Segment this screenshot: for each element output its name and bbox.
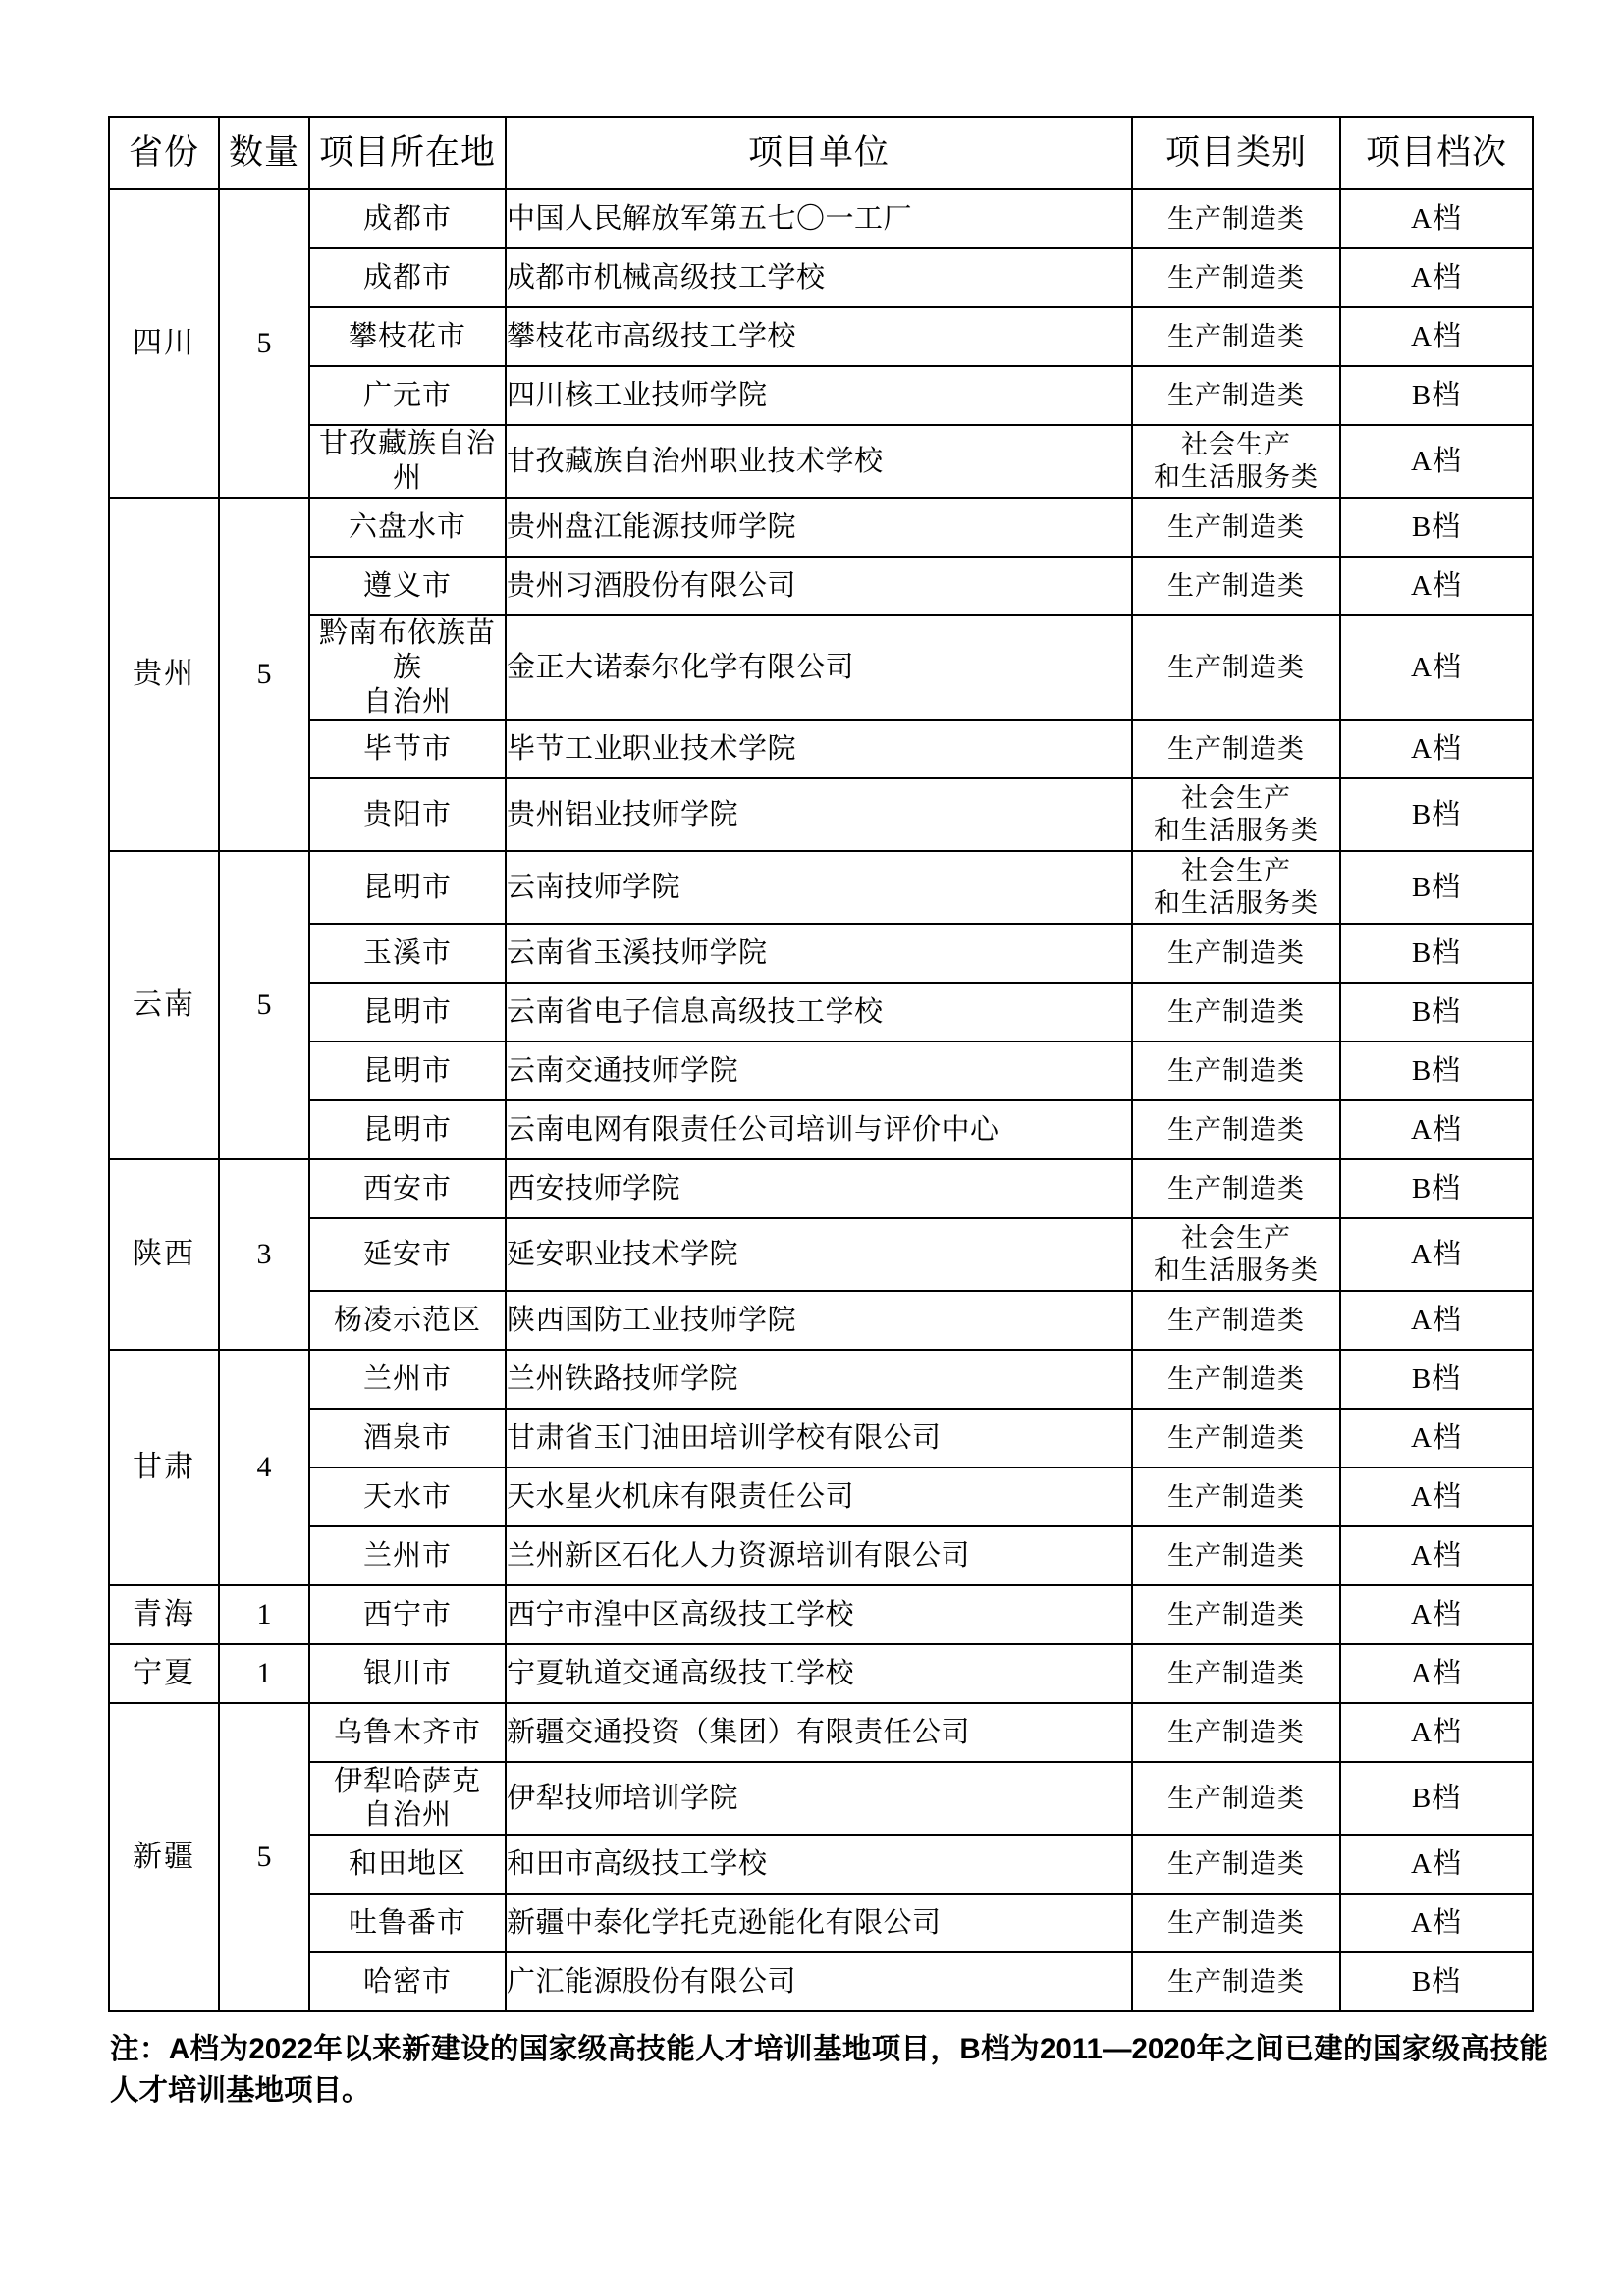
cell-grade: A档	[1340, 1644, 1533, 1703]
table-row	[109, 851, 1533, 924]
table-row	[109, 498, 1533, 557]
cell-unit: 攀枝花市高级技工学校	[506, 307, 1132, 366]
cell-province: 宁夏	[109, 1644, 219, 1703]
table-row	[109, 778, 1533, 851]
cell-category-line1: 社会生产	[1181, 856, 1291, 886]
cell-location: 西宁市	[309, 1585, 506, 1644]
cell-location	[309, 1762, 506, 1835]
table-row	[109, 1291, 1533, 1350]
cell-unit: 云南电网有限责任公司培训与评价中心	[506, 1100, 1132, 1159]
cell-grade: A档	[1340, 615, 1533, 720]
table-header-row	[109, 117, 1533, 189]
column-header-unit: 项目单位	[506, 117, 1132, 189]
cell-category: 生产制造类	[1132, 557, 1340, 615]
cell-category: 生产制造类	[1132, 924, 1340, 983]
cell-grade: B档	[1340, 1159, 1533, 1218]
cell-location: 广元市	[309, 366, 506, 425]
cell-unit: 贵州习酒股份有限公司	[506, 557, 1132, 615]
table-row	[109, 1041, 1533, 1100]
cell-province: 新疆	[109, 1703, 219, 2011]
cell-grade: A档	[1340, 189, 1533, 248]
table-row	[109, 366, 1533, 425]
cell-category: 生产制造类	[1132, 307, 1340, 366]
table-row	[109, 1894, 1533, 1952]
table-row	[109, 1409, 1533, 1468]
cell-grade: B档	[1340, 924, 1533, 983]
cell-location-line1: 伊犁哈萨克	[333, 1765, 481, 1797]
cell-category-line1: 社会生产	[1181, 783, 1291, 814]
cell-location: 贵阳市	[309, 778, 506, 851]
cell-location: 杨凌示范区	[309, 1291, 506, 1350]
cell-grade: A档	[1340, 1703, 1533, 1762]
cell-province: 甘肃	[109, 1350, 219, 1585]
cell-location: 成都市	[309, 189, 506, 248]
column-header-category: 项目类别	[1132, 117, 1340, 189]
cell-location: 兰州市	[309, 1526, 506, 1585]
cell-category: 生产制造类	[1132, 1703, 1340, 1762]
cell-grade: A档	[1340, 1835, 1533, 1894]
cell-category: 生产制造类	[1132, 1409, 1340, 1468]
cell-category: 生产制造类	[1132, 1762, 1340, 1835]
table-row	[109, 1100, 1533, 1159]
cell-count: 5	[219, 189, 309, 498]
cell-grade: A档	[1340, 425, 1533, 498]
cell-unit: 伊犁技师培训学院	[506, 1762, 1132, 1835]
table-row	[109, 924, 1533, 983]
cell-count: 3	[219, 1159, 309, 1350]
cell-category-line1: 社会生产	[1181, 1223, 1291, 1254]
cell-category: 生产制造类	[1132, 1291, 1340, 1350]
cell-unit: 甘孜藏族自治州职业技术学校	[506, 425, 1132, 498]
cell-grade: A档	[1340, 557, 1533, 615]
cell-category: 生产制造类	[1132, 1835, 1340, 1894]
cell-category: 生产制造类	[1132, 366, 1340, 425]
cell-category: 生产制造类	[1132, 498, 1340, 557]
cell-category	[1132, 1218, 1340, 1291]
cell-unit: 云南交通技师学院	[506, 1041, 1132, 1100]
cell-category-line2: 和生活服务类	[1154, 1255, 1319, 1286]
cell-count: 1	[219, 1585, 309, 1644]
column-header-province: 省份	[109, 117, 219, 189]
cell-unit: 云南省玉溪技师学院	[506, 924, 1132, 983]
cell-unit: 甘肃省玉门油田培训学校有限公司	[506, 1409, 1132, 1468]
cell-grade: B档	[1340, 778, 1533, 851]
cell-grade: A档	[1340, 307, 1533, 366]
cell-category-line2: 和生活服务类	[1154, 462, 1319, 492]
cell-grade: B档	[1340, 1350, 1533, 1409]
cell-location: 昆明市	[309, 1100, 506, 1159]
cell-category-line1: 社会生产	[1181, 430, 1291, 460]
cell-location: 遵义市	[309, 557, 506, 615]
cell-location: 玉溪市	[309, 924, 506, 983]
table-row	[109, 1350, 1533, 1409]
cell-location: 兰州市	[309, 1350, 506, 1409]
cell-grade: B档	[1340, 1952, 1533, 2011]
cell-category: 生产制造类	[1132, 1526, 1340, 1585]
cell-grade: A档	[1340, 248, 1533, 307]
table-row	[109, 983, 1533, 1041]
footnote: 注：A档为2022年以来新建设的国家级高技能人才培训基地项目，B档为2011—2020年之间已建的国家级高技能人才培训基地项目。	[110, 2033, 1548, 2108]
cell-unit: 贵州盘江能源技师学院	[506, 498, 1132, 557]
cell-province: 贵州	[109, 498, 219, 851]
cell-location: 天水市	[309, 1468, 506, 1526]
cell-grade: A档	[1340, 1291, 1533, 1350]
cell-grade: B档	[1340, 1041, 1533, 1100]
cell-grade: A档	[1340, 1468, 1533, 1526]
cell-grade: A档	[1340, 1526, 1533, 1585]
cell-unit: 新疆中泰化学托克逊能化有限公司	[506, 1894, 1132, 1952]
cell-count: 4	[219, 1350, 309, 1585]
cell-location: 昆明市	[309, 851, 506, 924]
cell-count: 5	[219, 1703, 309, 2011]
cell-unit: 中国人民解放军第五七〇一工厂	[506, 189, 1132, 248]
table-body	[109, 189, 1533, 2011]
cell-grade: A档	[1340, 1100, 1533, 1159]
cell-count: 5	[219, 851, 309, 1159]
cell-unit: 贵州铝业技师学院	[506, 778, 1132, 851]
table-row	[109, 557, 1533, 615]
cell-location: 和田地区	[309, 1835, 506, 1894]
cell-category: 生产制造类	[1132, 1894, 1340, 1952]
cell-grade: B档	[1340, 851, 1533, 924]
table-row	[109, 1952, 1533, 2011]
cell-unit: 天水星火机床有限责任公司	[506, 1468, 1132, 1526]
cell-category	[1132, 851, 1340, 924]
cell-province: 青海	[109, 1585, 219, 1644]
cell-unit: 宁夏轨道交通高级技工学校	[506, 1644, 1132, 1703]
cell-unit: 金正大诺泰尔化学有限公司	[506, 615, 1132, 720]
cell-province: 云南	[109, 851, 219, 1159]
cell-location: 哈密市	[309, 1952, 506, 2011]
cell-category	[1132, 778, 1340, 851]
cell-location: 银川市	[309, 1644, 506, 1703]
cell-unit: 成都市机械高级技工学校	[506, 248, 1132, 307]
cell-category: 生产制造类	[1132, 1644, 1340, 1703]
table-row	[109, 1835, 1533, 1894]
cell-location: 昆明市	[309, 983, 506, 1041]
cell-grade: A档	[1340, 720, 1533, 778]
cell-grade: A档	[1340, 1894, 1533, 1952]
cell-location: 六盘水市	[309, 498, 506, 557]
cell-location: 西安市	[309, 1159, 506, 1218]
cell-category: 生产制造类	[1132, 1159, 1340, 1218]
cell-category: 生产制造类	[1132, 615, 1340, 720]
table-row	[109, 1526, 1533, 1585]
column-header-location: 项目所在地	[309, 117, 506, 189]
cell-unit: 兰州新区石化人力资源培训有限公司	[506, 1526, 1132, 1585]
table-row	[109, 425, 1533, 498]
cell-category: 生产制造类	[1132, 720, 1340, 778]
cell-location: 乌鲁木齐市	[309, 1703, 506, 1762]
cell-location: 成都市	[309, 248, 506, 307]
cell-location: 酒泉市	[309, 1409, 506, 1468]
cell-location: 昆明市	[309, 1041, 506, 1100]
column-header-grade: 项目档次	[1340, 117, 1533, 189]
cell-category: 生产制造类	[1132, 1350, 1340, 1409]
table-row	[109, 1762, 1533, 1835]
table-row	[109, 248, 1533, 307]
table-row	[109, 1585, 1533, 1644]
project-table	[108, 116, 1534, 2012]
cell-location-line2: 自治州	[362, 1799, 452, 1832]
cell-grade: B档	[1340, 1762, 1533, 1835]
cell-category: 生产制造类	[1132, 983, 1340, 1041]
table-row	[109, 307, 1533, 366]
cell-location: 延安市	[309, 1218, 506, 1291]
cell-location: 甘孜藏族自治州	[309, 425, 506, 498]
cell-location: 攀枝花市	[309, 307, 506, 366]
cell-grade: B档	[1340, 366, 1533, 425]
table-header	[109, 117, 1533, 189]
cell-unit: 延安职业技术学院	[506, 1218, 1132, 1291]
cell-grade: B档	[1340, 498, 1533, 557]
cell-unit: 云南省电子信息高级技工学校	[506, 983, 1132, 1041]
table-row	[109, 720, 1533, 778]
cell-unit: 西安技师学院	[506, 1159, 1132, 1218]
cell-unit: 陕西国防工业技师学院	[506, 1291, 1132, 1350]
cell-location-line1: 黔南布依族苗族	[318, 617, 496, 683]
cell-count: 1	[219, 1644, 309, 1703]
cell-unit: 毕节工业职业技术学院	[506, 720, 1132, 778]
cell-location: 吐鲁番市	[309, 1894, 506, 1952]
cell-grade: B档	[1340, 983, 1533, 1041]
cell-unit: 广汇能源股份有限公司	[506, 1952, 1132, 2011]
cell-category: 生产制造类	[1132, 1041, 1340, 1100]
cell-category	[1132, 425, 1340, 498]
cell-province: 四川	[109, 189, 219, 498]
table-row	[109, 1468, 1533, 1526]
cell-grade: A档	[1340, 1409, 1533, 1468]
cell-grade: A档	[1340, 1218, 1533, 1291]
column-header-count: 数量	[219, 117, 309, 189]
cell-location-line2: 自治州	[362, 685, 452, 718]
cell-unit: 和田市高级技工学校	[506, 1835, 1132, 1894]
cell-category-line2: 和生活服务类	[1154, 888, 1319, 919]
cell-grade: A档	[1340, 1585, 1533, 1644]
cell-unit: 兰州铁路技师学院	[506, 1350, 1132, 1409]
cell-category: 生产制造类	[1132, 1100, 1340, 1159]
cell-location: 毕节市	[309, 720, 506, 778]
table-row	[109, 189, 1533, 248]
cell-category-line2: 和生活服务类	[1154, 816, 1319, 846]
cell-unit: 新疆交通投资（集团）有限责任公司	[506, 1703, 1132, 1762]
table-row	[109, 1218, 1533, 1291]
table-row	[109, 615, 1533, 720]
table-row	[109, 1159, 1533, 1218]
table-row	[109, 1703, 1533, 1762]
cell-category: 生产制造类	[1132, 189, 1340, 248]
cell-category: 生产制造类	[1132, 248, 1340, 307]
table-row	[109, 1644, 1533, 1703]
cell-category: 生产制造类	[1132, 1468, 1340, 1526]
cell-location	[309, 615, 506, 720]
cell-count: 5	[219, 498, 309, 851]
cell-category: 生产制造类	[1132, 1952, 1340, 2011]
cell-province: 陕西	[109, 1159, 219, 1350]
cell-category: 生产制造类	[1132, 1585, 1340, 1644]
cell-unit: 云南技师学院	[506, 851, 1132, 924]
cell-unit: 四川核工业技师学院	[506, 366, 1132, 425]
cell-unit: 西宁市湟中区高级技工学校	[506, 1585, 1132, 1644]
